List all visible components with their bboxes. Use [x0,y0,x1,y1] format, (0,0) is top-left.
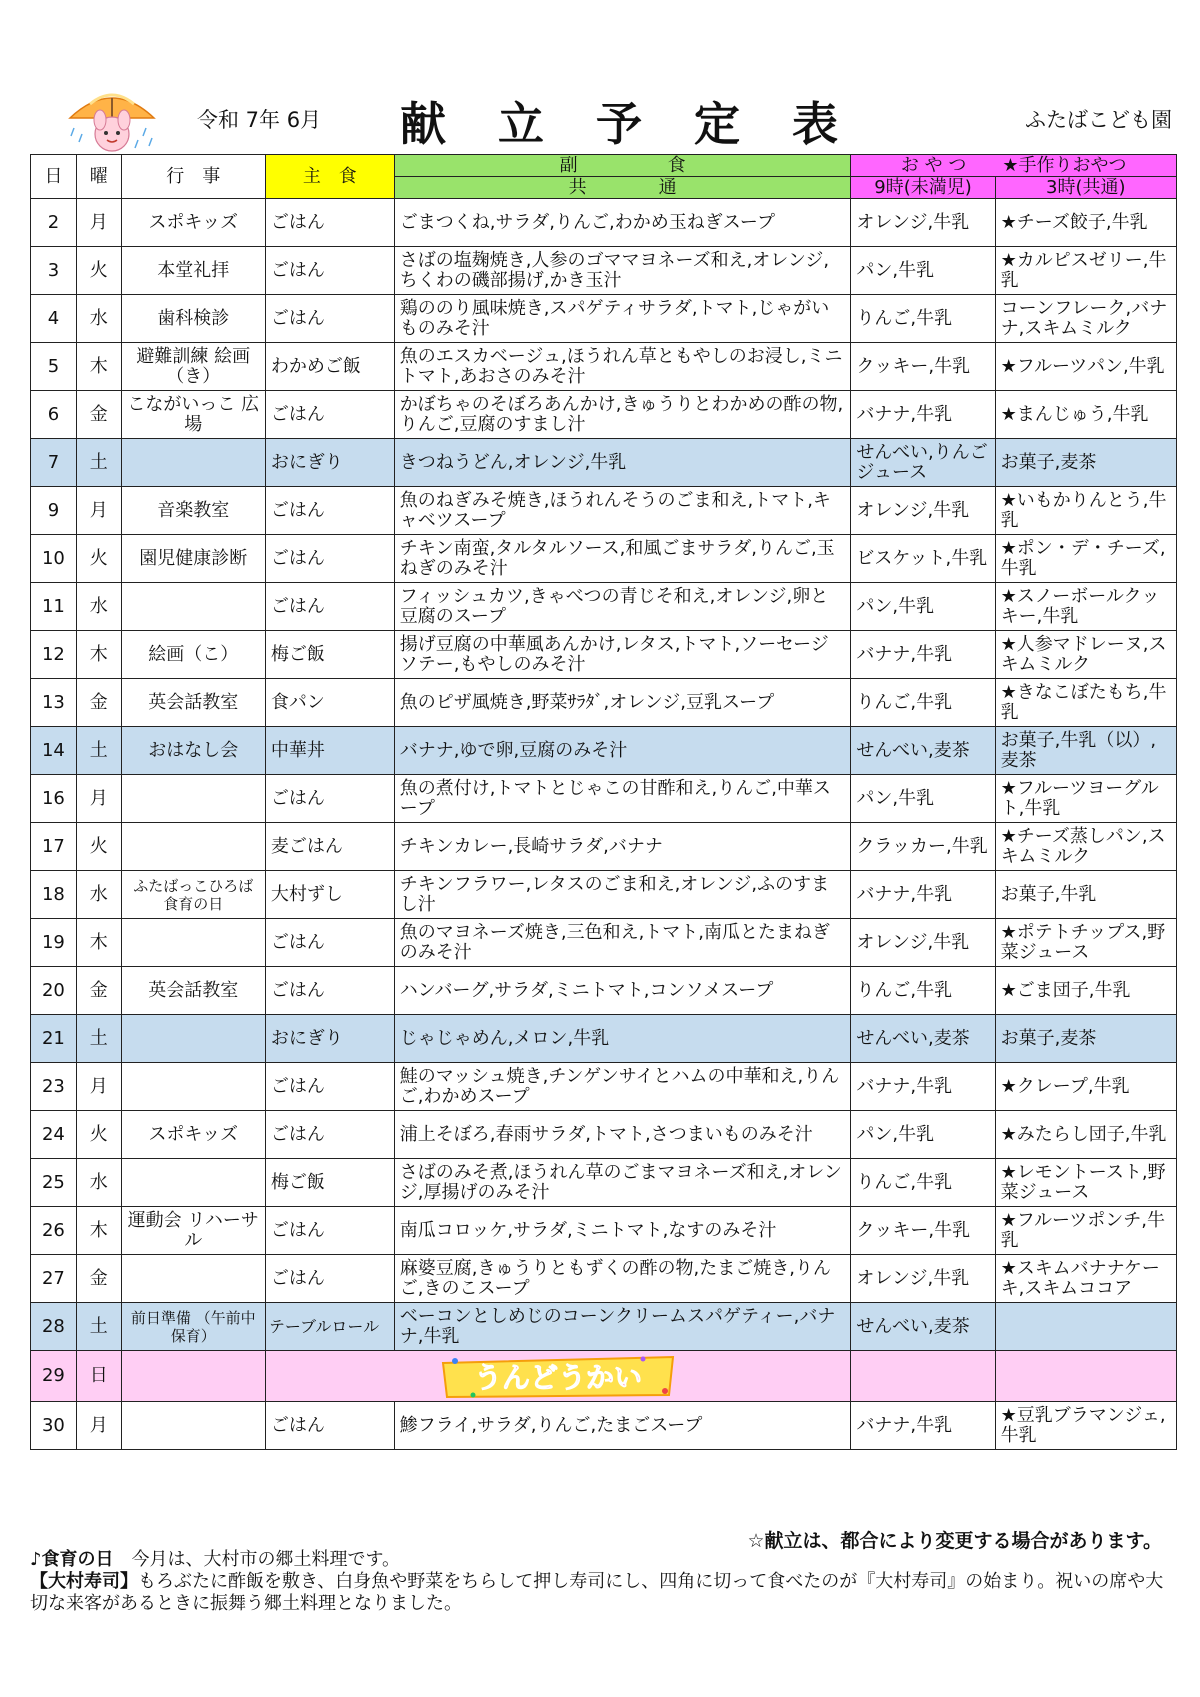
event-cell [121,1063,265,1111]
weekday-cell: 金 [76,1255,121,1303]
date-cell: 29 [31,1351,77,1402]
table-row [31,535,1177,583]
snack-9-cell: せんべい,麦茶 [851,1015,995,1063]
omura-sushi-text: もろぶたに酢飯を敷き、白身魚や野菜をちらして押し寿司にし、四角に切って食べたのが『大村寿司』の始まり。祝いの席や大切な来客があるときに振舞う郷土料理となりました。 [30,1571,1164,1614]
side-dish-cell: バナナ,ゆで卵,豆腐のみそ汁 [394,727,851,775]
event-cell: 避難訓練 絵画（き） [121,343,265,391]
main-dish-cell: テーブルロール [265,1303,394,1351]
main-dish-cell: おにぎり [265,1015,394,1063]
side-dish-cell: チキンフラワー,レタスのごま和え,オレンジ,ふのすまし汁 [394,871,851,919]
weekday-cell: 火 [76,823,121,871]
side-dish-cell: 魚のエスカベージュ,ほうれん草ともやしのお浸し,ミニトマト,あおさのみそ汁 [394,343,851,391]
event-cell [121,919,265,967]
snack-3-cell: お菓子,麦茶 [995,439,1176,487]
col-header-snack: お や つ ★手作りおやつ [851,155,1177,177]
side-dish-cell: 浦上そぼろ,春雨サラダ,トマト,さつまいものみそ汁 [394,1111,851,1159]
weekday-cell: 火 [76,247,121,295]
table-row [31,1111,1177,1159]
table-row [31,919,1177,967]
main-dish-cell: ごはん [265,487,394,535]
col-header-event: 行 事 [121,155,265,199]
snack-9-cell: りんご,牛乳 [851,967,995,1015]
side-dish-cell: さばのみそ煮,ほうれん草のごまマヨネーズ和え,オレンジ,厚揚げのみそ汁 [394,1159,851,1207]
menu-table [30,154,1177,1450]
snack-3-cell: ★フルーツヨーグルト,牛乳 [995,775,1176,823]
snack-3-cell: ★フルーツポンチ,牛乳 [995,1207,1176,1255]
main-dish-cell: ごはん [265,1207,394,1255]
weekday-cell: 木 [76,1207,121,1255]
table-row [31,679,1177,727]
snack-3-cell: ★フルーツパン,牛乳 [995,343,1176,391]
side-dish-cell: 魚のピザ風焼き,野菜ｻﾗﾀﾞ,オレンジ,豆乳スープ [394,679,851,727]
page-header [0,0,1200,155]
main-dish-cell: ごはん [265,199,394,247]
weekday-cell: 水 [76,295,121,343]
side-dish-cell: 魚のねぎみそ焼き,ほうれんそうのごま和え,トマト,キャベツスープ [394,487,851,535]
main-dish-cell: ごはん [265,391,394,439]
snack-9-cell: りんご,牛乳 [851,295,995,343]
snack-9-cell: パン,牛乳 [851,247,995,295]
main-dish-cell: ごはん [265,1255,394,1303]
main-dish-cell: 梅ご飯 [265,1159,394,1207]
col-header-side: 副 食 [394,155,851,177]
table-row [31,1063,1177,1111]
table-row [31,343,1177,391]
snack-9-cell: クッキー,牛乳 [851,343,995,391]
snack-3-cell: お菓子,麦茶 [995,1015,1176,1063]
snack-9-cell: せんべい,麦茶 [851,1303,995,1351]
table-row [31,247,1177,295]
event-cell [121,1015,265,1063]
event-cell [121,1159,265,1207]
col-header-side-common: 共 通 [394,177,851,199]
table-row [31,295,1177,343]
main-dish-cell: ごはん [265,535,394,583]
date-cell: 26 [31,1207,77,1255]
snack-3-cell: ★ポン・デ・チーズ,牛乳 [995,535,1176,583]
weekday-cell: 日 [76,1351,121,1402]
event-cell [121,1402,265,1450]
date-cell: 12 [31,631,77,679]
snack-9-cell: クッキー,牛乳 [851,1207,995,1255]
weekday-cell: 土 [76,1015,121,1063]
snack-3-cell: ★みたらし団子,牛乳 [995,1111,1176,1159]
date-cell: 5 [31,343,77,391]
snack-3-cell: ★いもかりんとう,牛乳 [995,487,1176,535]
side-dish-cell: じゃじゃめん,メロン,牛乳 [394,1015,851,1063]
snack-9-cell: バナナ,牛乳 [851,1402,995,1450]
date-cell: 10 [31,535,77,583]
snack-9-cell: パン,牛乳 [851,775,995,823]
event-cell: 絵画（こ） [121,631,265,679]
table-row [31,487,1177,535]
weekday-cell: 金 [76,679,121,727]
side-dish-cell: きつねうどん,オレンジ,牛乳 [394,439,851,487]
date-cell: 13 [31,679,77,727]
sports-day-banner [433,1351,683,1401]
col-header-weekday: 曜 [76,155,121,199]
table-row [31,1255,1177,1303]
date-cell: 18 [31,871,77,919]
event-cell: スポキッズ [121,1111,265,1159]
event-cell: 本堂礼拝 [121,247,265,295]
food-day-line [30,1549,1170,1571]
event-cell: 歯科検診 [121,295,265,343]
side-dish-cell: 魚のマヨネーズ焼き,三色和え,トマト,南瓜とたまねぎのみそ汁 [394,919,851,967]
main-dish-cell: ごはん [265,583,394,631]
event-cell: こながいっこ 広場 [121,391,265,439]
side-dish-cell: フィッシュカツ,きゃべつの青じそ和え,オレンジ,卵と豆腐のスープ [394,583,851,631]
weekday-cell: 土 [76,1303,121,1351]
date-cell: 3 [31,247,77,295]
month-label: 令和 7年 6月 [197,108,322,132]
date-cell: 2 [31,199,77,247]
side-dish-cell: 鯵フライ,サラダ,りんご,たまごスープ [394,1402,851,1450]
school-name: ふたばこども園 [1025,108,1172,132]
weekday-cell: 土 [76,727,121,775]
side-dish-cell: ハンバーグ,サラダ,ミニトマト,コンソメスープ [394,967,851,1015]
col-header-date: 日 [31,155,77,199]
main-dish-cell: 梅ご飯 [265,631,394,679]
event-cell: 英会話教室 [121,967,265,1015]
snack-3-cell: お菓子,牛乳 [995,871,1176,919]
sports-day-label: うんどうかい [474,1361,643,1394]
weekday-cell: 火 [76,1111,121,1159]
main-dish-cell: 中華丼 [265,727,394,775]
main-dish-cell: ごはん [265,919,394,967]
snack-9-cell [851,1351,995,1402]
main-dish-cell: 大村ずし [265,871,394,919]
snack-9-cell: バナナ,牛乳 [851,1063,995,1111]
snack-3-cell: ★ポテトチップス,野菜ジュース [995,919,1176,967]
side-dish-cell: ベーコンとしめじのコーンクリームスパゲティー,バナナ,牛乳 [394,1303,851,1351]
table-row [31,199,1177,247]
side-dish-cell: 揚げ豆腐の中華風あんかけ,レタス,トマト,ソーセージソテー,もやしのみそ汁 [394,631,851,679]
event-cell [121,583,265,631]
event-cell: 運動会 リハーサル [121,1207,265,1255]
snack-9-cell: りんご,牛乳 [851,1159,995,1207]
event-cell [121,775,265,823]
weekday-cell: 土 [76,439,121,487]
snack-9-cell: バナナ,牛乳 [851,631,995,679]
table-row [31,391,1177,439]
date-cell: 6 [31,391,77,439]
table-row [31,1207,1177,1255]
snack-3-cell [995,1351,1176,1402]
table-row [31,823,1177,871]
side-dish-cell: チキン南蛮,タルタルソース,和風ごまサラダ,りんご,玉ねぎのみそ汁 [394,535,851,583]
snack-3-cell: ★チーズ餃子,牛乳 [995,199,1176,247]
date-cell: 11 [31,583,77,631]
date-cell: 17 [31,823,77,871]
date-cell: 28 [31,1303,77,1351]
main-dish-cell: ごはん [265,967,394,1015]
snack-9-cell: りんご,牛乳 [851,679,995,727]
snack-3-cell: ★きなこぼたもち,牛乳 [995,679,1176,727]
weekday-cell: 水 [76,583,121,631]
weekday-cell: 木 [76,919,121,967]
snack-3-cell: お菓子,牛乳（以）,麦茶 [995,727,1176,775]
date-cell: 19 [31,919,77,967]
weekday-cell: 木 [76,343,121,391]
table-row [31,727,1177,775]
weekday-cell: 水 [76,1159,121,1207]
col-header-main: 主 食 [265,155,394,199]
side-dish-cell: 魚の煮付け,トマトとじゃこの甘酢和え,りんご,中華スープ [394,775,851,823]
event-cell [121,439,265,487]
omura-sushi-line [30,1571,1170,1615]
event-cell [121,823,265,871]
date-cell: 14 [31,727,77,775]
side-dish-cell: チキンカレー,長崎サラダ,バナナ [394,823,851,871]
food-education-note [30,1549,1170,1615]
table-row [31,775,1177,823]
date-cell: 27 [31,1255,77,1303]
weekday-cell: 月 [76,1063,121,1111]
table-row [31,583,1177,631]
table-row [31,631,1177,679]
main-dish-cell: ごはん [265,1063,394,1111]
snack-3-cell: ★人参マドレーヌ,スキムミルク [995,631,1176,679]
side-dish-cell: 鶏ののり風味焼き,スパゲティサラダ,トマト,じゃがいものみそ汁 [394,295,851,343]
event-cell: ふたばっこひろば 食育の日 [121,871,265,919]
date-cell: 21 [31,1015,77,1063]
event-cell: 前日準備 （午前中保育） [121,1303,265,1351]
snack-9-cell: パン,牛乳 [851,583,995,631]
table-row [31,871,1177,919]
weekday-cell: 月 [76,775,121,823]
event-cell: スポキッズ [121,199,265,247]
date-cell: 7 [31,439,77,487]
date-cell: 25 [31,1159,77,1207]
snack-3-cell: ★ごま団子,牛乳 [995,967,1176,1015]
change-notice: ☆献立は、都合により変更する場合があります。 [747,1530,1162,1552]
event-cell [121,1351,265,1402]
table-row-sports-day [31,1351,1177,1402]
snack-9-cell: クラッカー,牛乳 [851,823,995,871]
snack-9-cell: パン,牛乳 [851,1111,995,1159]
snack-3-cell: コーンフレーク,バナナ,スキムミルク [995,295,1176,343]
snack-9-cell: せんべい,麦茶 [851,727,995,775]
snack-9-cell: オレンジ,牛乳 [851,1255,995,1303]
snack-3-cell: ★豆乳ブラマンジェ,牛乳 [995,1402,1176,1450]
main-dish-cell: ごはん [265,295,394,343]
snack-9-cell: ビスケット,牛乳 [851,535,995,583]
weekday-cell: 火 [76,535,121,583]
event-cell: 園児健康診断 [121,535,265,583]
date-cell: 23 [31,1063,77,1111]
snack-3-cell: ★まんじゅう,牛乳 [995,391,1176,439]
table-row [31,1303,1177,1351]
event-cell: 英会話教室 [121,679,265,727]
weekday-cell: 月 [76,487,121,535]
date-cell: 4 [31,295,77,343]
snack-9-cell: オレンジ,牛乳 [851,919,995,967]
main-dish-cell: ごはん [265,247,394,295]
weekday-cell: 金 [76,391,121,439]
sports-day-cell [265,1351,851,1402]
table-row [31,1402,1177,1450]
date-cell: 20 [31,967,77,1015]
col-header-snack-9: 9時(未満児) [851,177,995,199]
event-cell: 音楽教室 [121,487,265,535]
weekday-cell: 木 [76,631,121,679]
snack-3-cell: ★カルピスゼリー,牛乳 [995,247,1176,295]
side-dish-cell: 鮭のマッシュ焼き,チンゲンサイとハムの中華和え,りんご,わかめスープ [394,1063,851,1111]
side-dish-cell: かぼちゃのそぼろあんかけ,きゅうりとわかめの酢の物,りんご,豆腐のすまし汁 [394,391,851,439]
side-dish-cell: さばの塩麹焼き,人参のゴママヨネーズ和え,オレンジ,ちくわの磯部揚げ,かき玉汁 [394,247,851,295]
event-cell: おはなし会 [121,727,265,775]
weekday-cell: 水 [76,871,121,919]
side-dish-cell: ごまつくね,サラダ,りんご,わかめ玉ねぎスープ [394,199,851,247]
snack-3-cell: ★スノーボールクッキー,牛乳 [995,583,1176,631]
omura-sushi-label: 【大村寿司】 [30,1571,138,1592]
snack-9-cell: バナナ,牛乳 [851,871,995,919]
page-title: 献立予定表 [400,97,890,151]
date-cell: 24 [31,1111,77,1159]
date-cell: 30 [31,1402,77,1450]
main-dish-cell: 食パン [265,679,394,727]
snack-3-cell: ★クレープ,牛乳 [995,1063,1176,1111]
main-dish-cell: わかめご飯 [265,343,394,391]
side-dish-cell: 麻婆豆腐,きゅうりともずくの酢の物,たまご焼き,りんご,きのこスープ [394,1255,851,1303]
weekday-cell: 月 [76,199,121,247]
col-header-snack-3: 3時(共通) [995,177,1176,199]
snack-3-cell: ★スキムバナナケーキ,スキムココア [995,1255,1176,1303]
snack-9-cell: オレンジ,牛乳 [851,199,995,247]
umbrella-mascot-icon [62,84,162,156]
table-row [31,1159,1177,1207]
main-dish-cell: 麦ごはん [265,823,394,871]
snack-9-cell: せんべい,りんごジュース [851,439,995,487]
snack-9-cell: オレンジ,牛乳 [851,487,995,535]
snack-9-cell: バナナ,牛乳 [851,391,995,439]
main-dish-cell: ごはん [265,1402,394,1450]
food-day-label: ♪食育の日 [30,1549,114,1570]
main-dish-cell: おにぎり [265,439,394,487]
table-row [31,967,1177,1015]
event-cell [121,1255,265,1303]
date-cell: 9 [31,487,77,535]
date-cell: 16 [31,775,77,823]
snack-3-cell: ★レモントースト,野菜ジュース [995,1159,1176,1207]
snack-3-cell [995,1303,1176,1351]
main-dish-cell: ごはん [265,1111,394,1159]
side-dish-cell: 南瓜コロッケ,サラダ,ミニトマト,なすのみそ汁 [394,1207,851,1255]
snack-3-cell: ★チーズ蒸しパン,スキムミルク [995,823,1176,871]
weekday-cell: 金 [76,967,121,1015]
table-row [31,439,1177,487]
weekday-cell: 月 [76,1402,121,1450]
main-dish-cell: ごはん [265,775,394,823]
food-day-text: 今月は、大村市の郷土料理です。 [113,1549,401,1570]
table-row [31,1015,1177,1063]
